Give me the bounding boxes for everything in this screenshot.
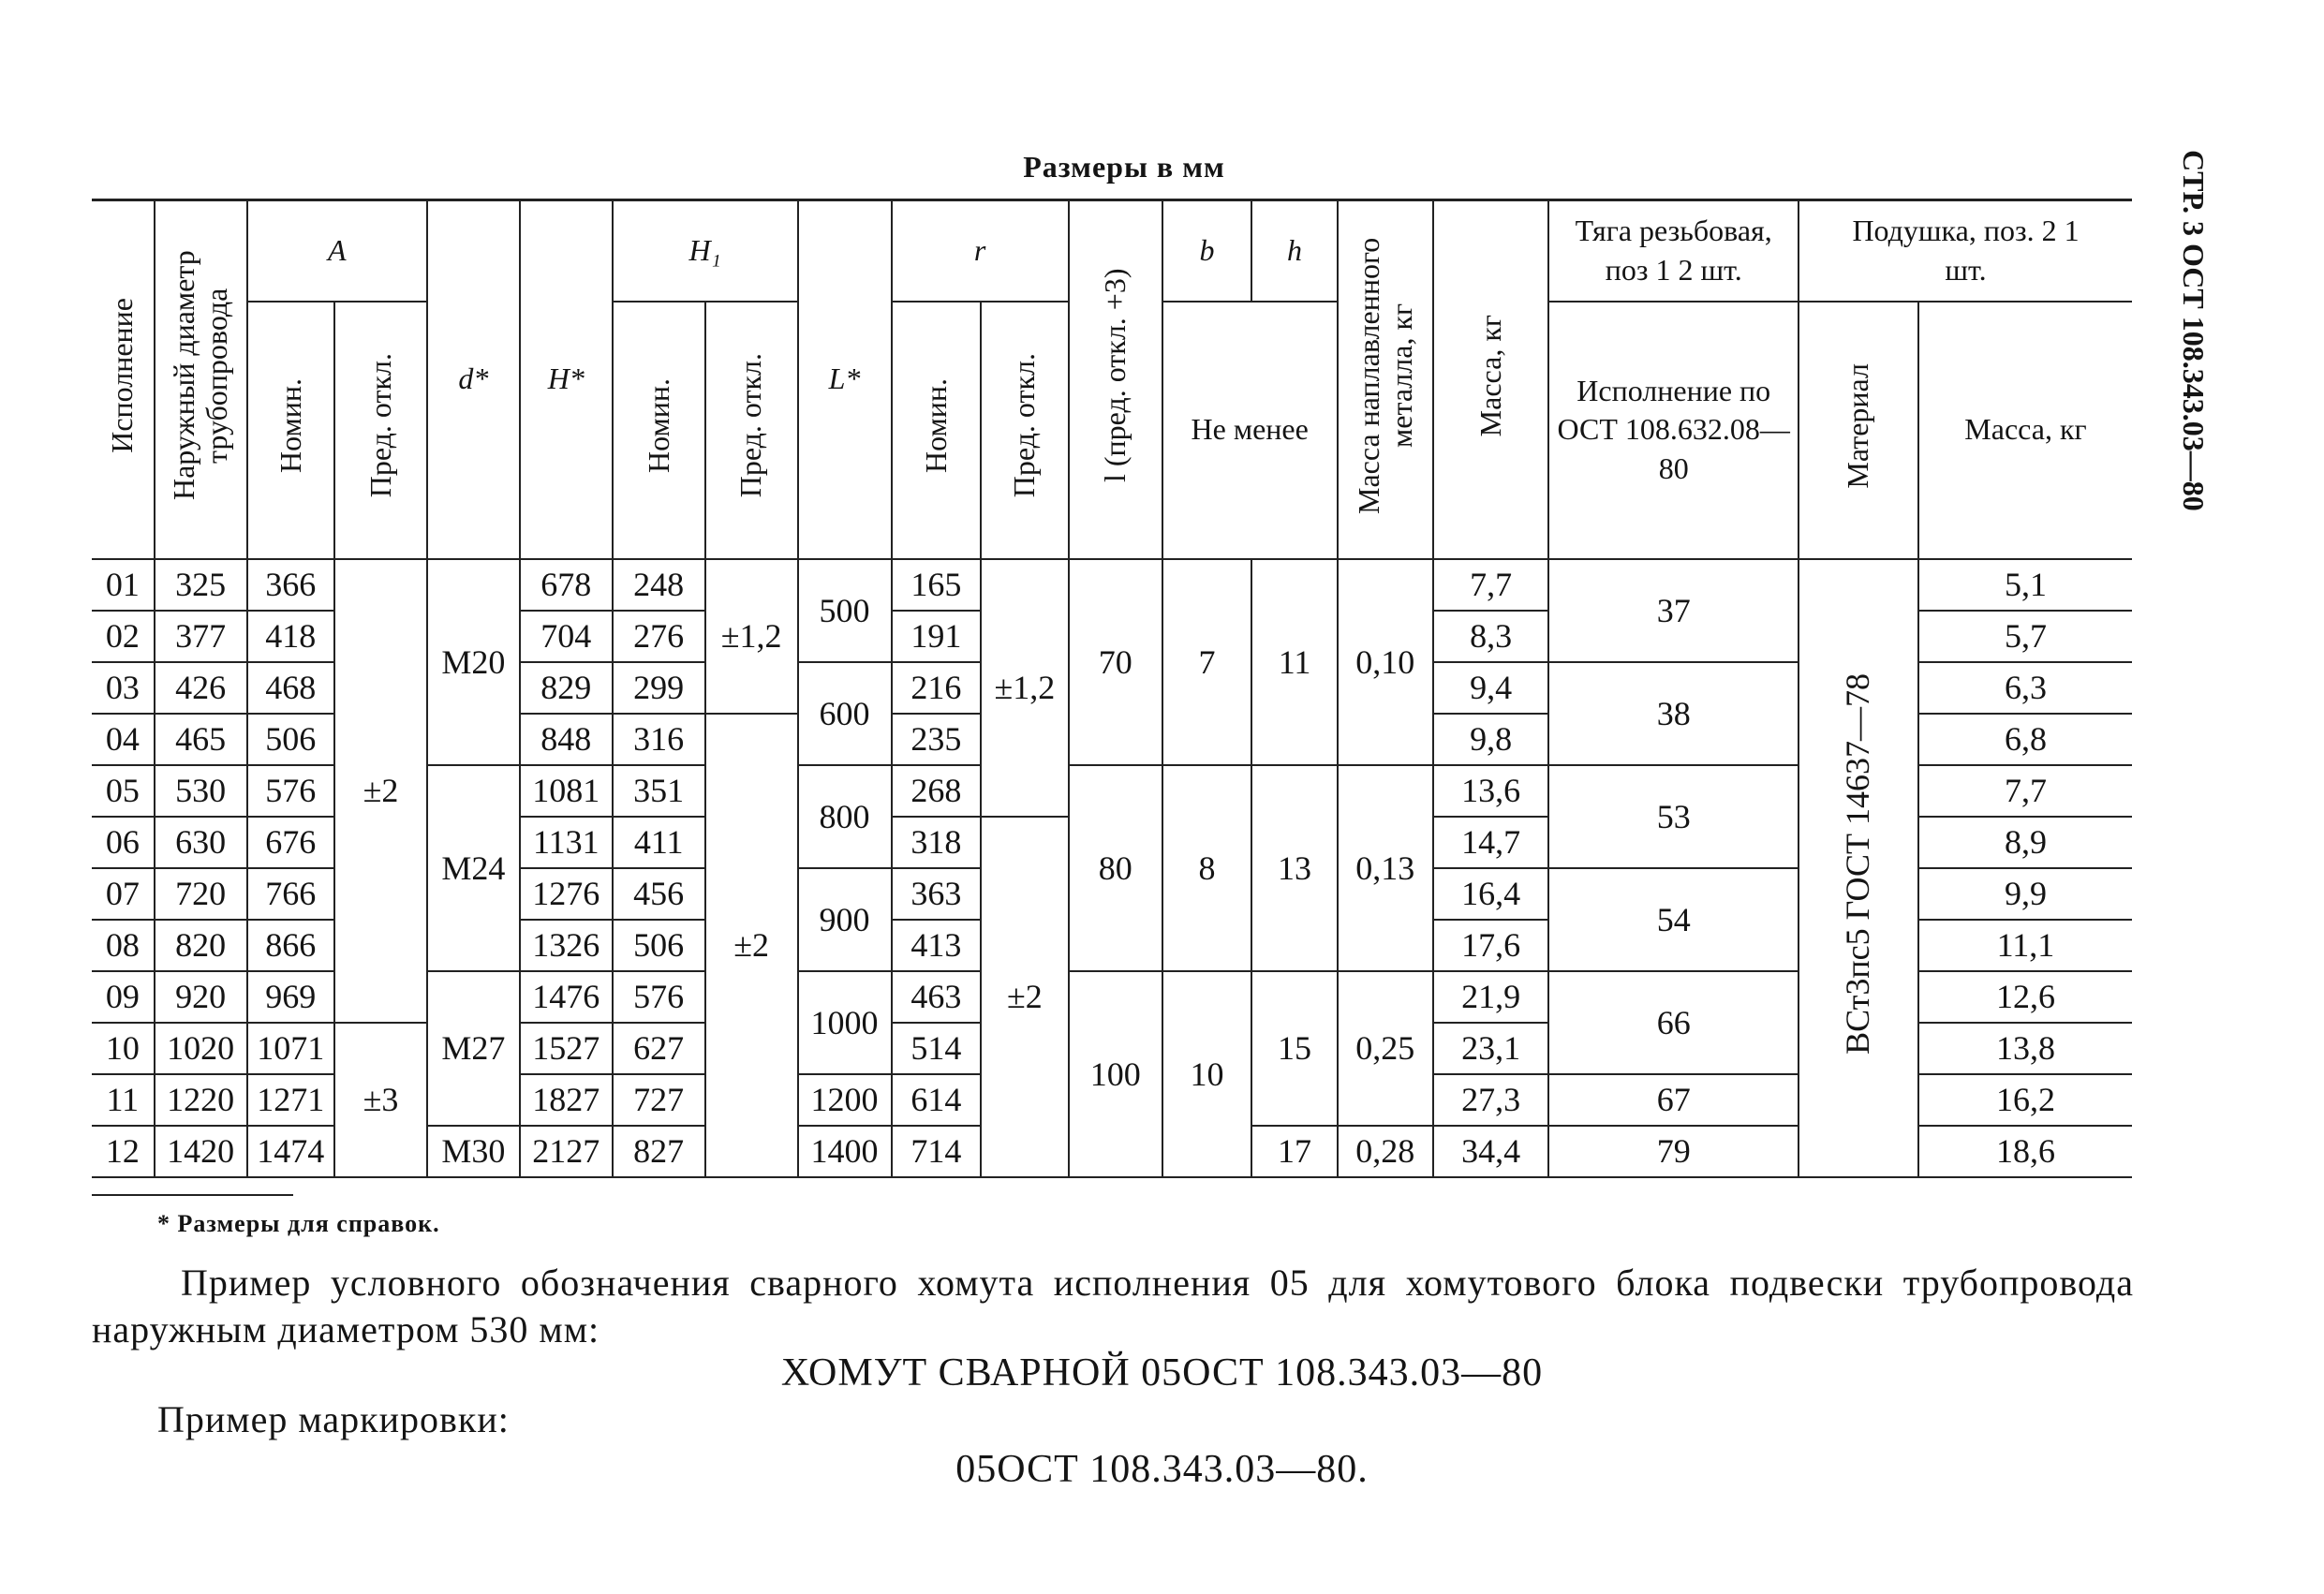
cell-diam: 820 — [155, 920, 247, 971]
cell-a-nom: 1474 — [247, 1126, 335, 1177]
col-group-a: A — [247, 200, 427, 302]
cell-pmass: 12,6 — [1918, 971, 2132, 1023]
cell-h1: 827 — [613, 1126, 705, 1177]
cell-pmass: 16,2 — [1918, 1074, 2132, 1126]
cell-b: 7 — [1162, 559, 1252, 765]
cell-a-nom: 676 — [247, 817, 335, 868]
col-group-r: r — [892, 200, 1069, 302]
side-header-text: СТР. 3 ОСТ 108.343.03—80 — [2177, 150, 2211, 511]
cell-a-nom: 766 — [247, 868, 335, 920]
cell-h: 2127 — [520, 1126, 613, 1177]
cell-h1: 727 — [613, 1074, 705, 1126]
cell-diam: 1020 — [155, 1023, 247, 1074]
cell-tyaga: 38 — [1548, 662, 1799, 765]
cell-diam: 1420 — [155, 1126, 247, 1177]
cell-isp: 09 — [92, 971, 155, 1023]
cell-r-nom: 413 — [892, 920, 982, 971]
cell-a-nom: 366 — [247, 559, 335, 611]
cell-pmass: 11,1 — [1918, 920, 2132, 971]
cell-h1: 411 — [613, 817, 705, 868]
col-ispolnenie-ost: Исполнение по ОСТ 108.632.08—80 — [1548, 302, 1799, 559]
side-header — [2173, 150, 2248, 637]
cell-pmass: 7,7 — [1918, 765, 2132, 817]
cell-pmass: 5,1 — [1918, 559, 2132, 611]
cell-d: M24 — [427, 765, 520, 971]
cell-massa: 13,6 — [1433, 765, 1549, 817]
col-r-nom: Номин. — [892, 302, 982, 559]
cell-diam: 377 — [155, 611, 247, 662]
cell-isp: 07 — [92, 868, 155, 920]
col-massa-kg: Масса, кг — [1918, 302, 2132, 559]
cell-r-tol: ±1,2 — [981, 559, 1069, 817]
cell-diam: 465 — [155, 714, 247, 765]
col-h1-nom: Номин. — [613, 302, 705, 559]
units-note: Размеры в мм — [1023, 150, 1225, 184]
cell-h1: 456 — [613, 868, 705, 920]
cell-isp: 01 — [92, 559, 155, 611]
cell-hh: 13 — [1251, 765, 1337, 971]
cell-h: 1276 — [520, 868, 613, 920]
col-ispolnenie: Исполнение — [92, 200, 155, 559]
marking: 05ОСТ 108.343.03—80. — [955, 1448, 1369, 1491]
col-r-tol: Пред. откл. — [981, 302, 1069, 559]
cell-l-star: 1200 — [798, 1074, 892, 1126]
cell-tyaga: 54 — [1548, 868, 1799, 971]
cell-a-nom: 1071 — [247, 1023, 335, 1074]
cell-a-nom: 576 — [247, 765, 335, 817]
cell-tyaga: 37 — [1548, 559, 1799, 662]
cell-massa: 16,4 — [1433, 868, 1549, 920]
cell-h1-tol: ±1,2 — [705, 559, 798, 714]
cell-isp: 03 — [92, 662, 155, 714]
cell-massa: 23,1 — [1433, 1023, 1549, 1074]
cell-massa-metal: 0,28 — [1338, 1126, 1433, 1177]
cell-isp: 05 — [92, 765, 155, 817]
cell-h: 1081 — [520, 765, 613, 817]
cell-h1: 576 — [613, 971, 705, 1023]
example-text: Пример условного обозначения сварного хомута исполнения 05 для хомутового блока подвески трубопровода наружным диаметром 530 мм: — [92, 1262, 2134, 1350]
col-material: Материал — [1799, 302, 1918, 559]
cell-r-tol: ±2 — [981, 817, 1069, 1177]
marking-label: Пример маркировки: — [157, 1398, 510, 1440]
cell-diam: 920 — [155, 971, 247, 1023]
designation: ХОМУТ СВАРНОЙ 05ОСТ 108.343.03—80 — [780, 1351, 1544, 1395]
cell-isp: 06 — [92, 817, 155, 868]
cell-massa-metal: 0,13 — [1338, 765, 1433, 971]
cell-massa: 14,7 — [1433, 817, 1549, 868]
cell-l-star: 500 — [798, 559, 892, 662]
col-group-tyaga: Тяга резьбовая, поз 1 2 шт. — [1548, 200, 1799, 302]
cell-h: 1476 — [520, 971, 613, 1023]
col-h: H* — [520, 200, 613, 559]
footnote: * Размеры для справок. — [157, 1210, 440, 1237]
cell-l-star: 1400 — [798, 1126, 892, 1177]
cell-massa-metal: 0,10 — [1338, 559, 1433, 765]
cell-a-nom: 1271 — [247, 1074, 335, 1126]
cell-hh: 17 — [1251, 1126, 1337, 1177]
cell-a-nom: 866 — [247, 920, 335, 971]
cell-a-tol: ±2 — [334, 559, 427, 1023]
col-massa-metal: Масса наплавленного металла, кг — [1338, 200, 1433, 559]
cell-h1-tol: ±2 — [705, 714, 798, 1177]
cell-h: 1827 — [520, 1074, 613, 1126]
cell-a-nom: 418 — [247, 611, 335, 662]
table-header — [92, 200, 2132, 559]
cell-r-nom: 363 — [892, 868, 982, 920]
cell-a-tol: ±3 — [334, 1023, 427, 1177]
cell-d: M20 — [427, 559, 520, 765]
cell-r-nom: 191 — [892, 611, 982, 662]
cell-h1: 316 — [613, 714, 705, 765]
cell-h: 678 — [520, 559, 613, 611]
table-row — [92, 559, 2132, 611]
cell-massa: 27,3 — [1433, 1074, 1549, 1126]
cell-tyaga: 66 — [1548, 971, 1799, 1074]
cell-d: M30 — [427, 1126, 520, 1177]
cell-h1: 506 — [613, 920, 705, 971]
cell-r-nom: 614 — [892, 1074, 982, 1126]
cell-massa: 17,6 — [1433, 920, 1549, 971]
example-paragraph — [92, 1260, 2134, 1353]
col-hh: h — [1251, 200, 1337, 302]
cell-r-nom: 165 — [892, 559, 982, 611]
cell-l: 100 — [1069, 971, 1162, 1177]
cell-massa: 7,7 — [1433, 559, 1549, 611]
cell-massa: 34,4 — [1433, 1126, 1549, 1177]
cell-hh: 11 — [1251, 559, 1337, 765]
cell-a-nom: 969 — [247, 971, 335, 1023]
col-d: d* — [427, 200, 520, 559]
cell-massa: 9,4 — [1433, 662, 1549, 714]
cell-l-star: 900 — [798, 868, 892, 971]
cell-isp: 12 — [92, 1126, 155, 1177]
cell-diam: 325 — [155, 559, 247, 611]
cell-h1: 299 — [613, 662, 705, 714]
cell-h: 1527 — [520, 1023, 613, 1074]
cell-l: 70 — [1069, 559, 1162, 765]
dimensions-table — [92, 199, 2132, 1178]
cell-h1: 627 — [613, 1023, 705, 1074]
col-massa: Масса, кг — [1433, 200, 1549, 559]
cell-h1: 248 — [613, 559, 705, 611]
cell-hh: 15 — [1251, 971, 1337, 1126]
cell-a-nom: 468 — [247, 662, 335, 714]
cell-d: M27 — [427, 971, 520, 1126]
cell-r-nom: 714 — [892, 1126, 982, 1177]
cell-h: 829 — [520, 662, 613, 714]
cell-h: 704 — [520, 611, 613, 662]
cell-h: 1326 — [520, 920, 613, 971]
cell-pmass: 9,9 — [1918, 868, 2132, 920]
cell-diam: 530 — [155, 765, 247, 817]
col-group-podushka: Подушка, поз. 2 1 шт. — [1799, 200, 2132, 302]
cell-a-nom: 506 — [247, 714, 335, 765]
cell-diam: 630 — [155, 817, 247, 868]
cell-pmass: 13,8 — [1918, 1023, 2132, 1074]
cell-isp: 11 — [92, 1074, 155, 1126]
col-ne-menee: Не менее — [1162, 302, 1338, 559]
cell-pmass: 18,6 — [1918, 1126, 2132, 1177]
cell-tyaga: 79 — [1548, 1126, 1799, 1177]
cell-isp: 08 — [92, 920, 155, 971]
cell-h: 1131 — [520, 817, 613, 868]
cell-l-star: 600 — [798, 662, 892, 765]
col-h1-tol: Пред. откл. — [705, 302, 798, 559]
cell-massa-metal: 0,25 — [1338, 971, 1433, 1126]
cell-r-nom: 318 — [892, 817, 982, 868]
cell-isp: 02 — [92, 611, 155, 662]
col-l: l (пред. откл. +3) — [1069, 200, 1162, 559]
cell-material: ВСт3пс5 ГОСТ 14637—78 — [1799, 559, 1918, 1177]
col-b: b — [1162, 200, 1252, 302]
cell-r-nom: 514 — [892, 1023, 982, 1074]
cell-h1: 351 — [613, 765, 705, 817]
cell-diam: 426 — [155, 662, 247, 714]
cell-massa: 21,9 — [1433, 971, 1549, 1023]
cell-h1: 276 — [613, 611, 705, 662]
col-a-tol: Пред. откл. — [334, 302, 427, 559]
cell-b: 10 — [1162, 971, 1252, 1177]
cell-diam: 720 — [155, 868, 247, 920]
cell-r-nom: 216 — [892, 662, 982, 714]
cell-l-star: 800 — [798, 765, 892, 868]
cell-pmass: 8,9 — [1918, 817, 2132, 868]
col-l-star: L* — [798, 200, 892, 559]
cell-pmass: 5,7 — [1918, 611, 2132, 662]
cell-pmass: 6,3 — [1918, 662, 2132, 714]
cell-h: 848 — [520, 714, 613, 765]
cell-l-star: 1000 — [798, 971, 892, 1074]
cell-isp: 10 — [92, 1023, 155, 1074]
cell-b: 8 — [1162, 765, 1252, 971]
footnote-divider — [92, 1194, 293, 1196]
cell-tyaga: 67 — [1548, 1074, 1799, 1126]
cell-r-nom: 235 — [892, 714, 982, 765]
cell-r-nom: 463 — [892, 971, 982, 1023]
cell-massa: 9,8 — [1433, 714, 1549, 765]
cell-massa: 8,3 — [1433, 611, 1549, 662]
cell-isp: 04 — [92, 714, 155, 765]
cell-r-nom: 268 — [892, 765, 982, 817]
col-group-h1: H₁ — [613, 200, 798, 302]
col-a-nom: Номин. — [247, 302, 335, 559]
col-diameter: Наружный диаметр трубопровода — [155, 200, 247, 559]
cell-diam: 1220 — [155, 1074, 247, 1126]
cell-pmass: 6,8 — [1918, 714, 2132, 765]
cell-tyaga: 53 — [1548, 765, 1799, 868]
cell-l: 80 — [1069, 765, 1162, 971]
